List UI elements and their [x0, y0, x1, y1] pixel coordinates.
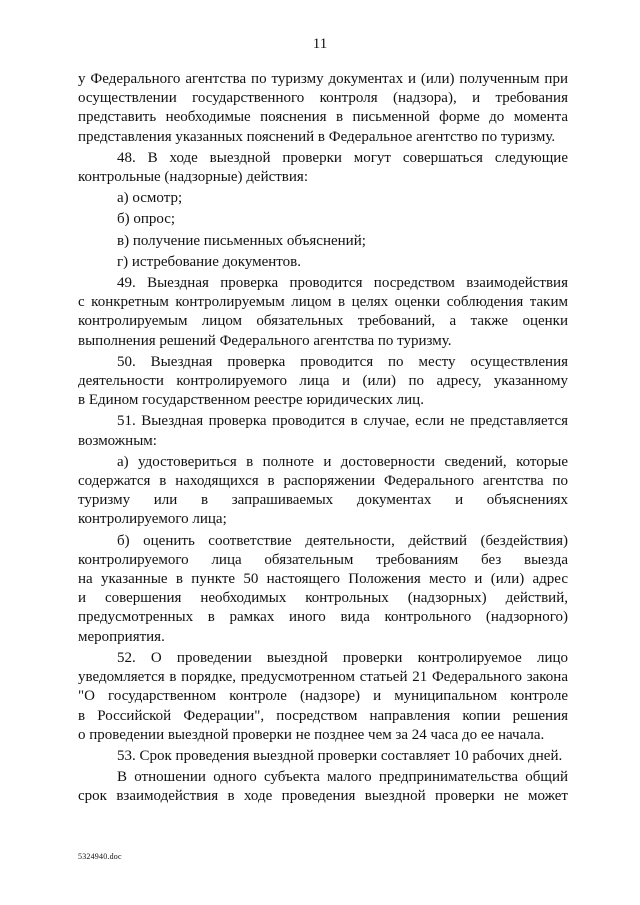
text-line: с конкретным контролируемым лицом в целях оценки соблюдения таким: [78, 294, 568, 311]
text-line: на указанные в пункте 50 настоящего Положения место и (или) адрес: [78, 571, 568, 588]
text-line: в Едином государственном реестре юридических лиц.: [78, 392, 424, 409]
body-text: [78, 70, 568, 807]
text-line: 52. О проведении выездной проверки контролируемое лицо: [117, 649, 568, 666]
text-line: туризму или в запрашиваемых документах и объяснениях: [78, 492, 568, 509]
footer-file-code: 5324940.doc: [78, 852, 122, 861]
text-line: и совершения необходимых контрольных (надзорных) действий,: [78, 590, 568, 607]
text-line: выполнения решений Федерального агентства по туризму.: [78, 332, 452, 349]
text-line: а) осмотр;: [117, 190, 183, 207]
text-line: в) получение письменных объяснений;: [117, 232, 366, 249]
text-line: контролируемого лица;: [78, 511, 227, 528]
text-line: представить необходимые пояснения в письменной форме до момента: [78, 109, 568, 126]
text-line: б) опрос;: [117, 211, 176, 228]
text-line: б) оценить соответствие деятельности, действий (бездействия): [117, 532, 568, 549]
text-line: 53. Срок проведения выездной проверки составляет 10 рабочих дней.: [117, 747, 563, 764]
text-line: контролируемым лицом обязательных требований, а также оценки: [78, 313, 568, 330]
text-line: деятельности контролируемого лица и (или) по адресу, указанному: [78, 373, 568, 390]
text-line: о проведении выездной проверки не позднее чем за 24 часа до ее начала.: [78, 726, 545, 743]
text-line: 50. Выездная проверка проводится по месту осуществления: [117, 353, 568, 370]
text-line: г) истребование документов.: [117, 253, 301, 270]
text-line: 51. Выездная проверка проводится в случае, если не представляется: [117, 413, 568, 430]
text-line: предусмотренных в рамках иного вида контрольного (надзорного): [78, 609, 568, 626]
text-line: уведомляется в порядке, предусмотренном статьей 21 Федерального закона: [78, 669, 568, 686]
text-line: 48. В ходе выездной проверки могут совершаться следующие: [117, 149, 568, 166]
text-line: срок взаимодействия в ходе проведения выездной проверки не может: [78, 788, 568, 805]
text-line: В отношении одного субъекта малого предпринимательства общий: [117, 769, 568, 786]
text-line: контролируемого лица обязательным требованиям без выезда: [78, 551, 568, 568]
text-line: у Федерального агентства по туризму документах и (или) полученным при: [78, 71, 568, 87]
text-line: "О государственном контроле (надзоре) и муниципальном контроле: [78, 688, 568, 705]
text-line: осуществлении государственного контроля (надзора), и требования: [78, 90, 568, 107]
page-number: 11: [312, 36, 328, 52]
text-line: мероприятия.: [78, 628, 165, 645]
text-line: контрольные (надзорные) действия:: [78, 169, 308, 186]
text-line: 49. Выездная проверка проводится посредством взаимодействия: [117, 275, 568, 292]
text-line: представления указанных пояснений в Федеральное агентство по туризму.: [78, 128, 556, 145]
text-line: а) удостовериться в полноте и достоверности сведений, которые: [117, 453, 568, 470]
text-line: в Российской Федерации", посредством направления копии решения: [78, 707, 568, 724]
text-line: возможным:: [78, 432, 157, 449]
text-line: содержатся в находящихся в распоряжении Федерального агентства по: [78, 473, 568, 490]
